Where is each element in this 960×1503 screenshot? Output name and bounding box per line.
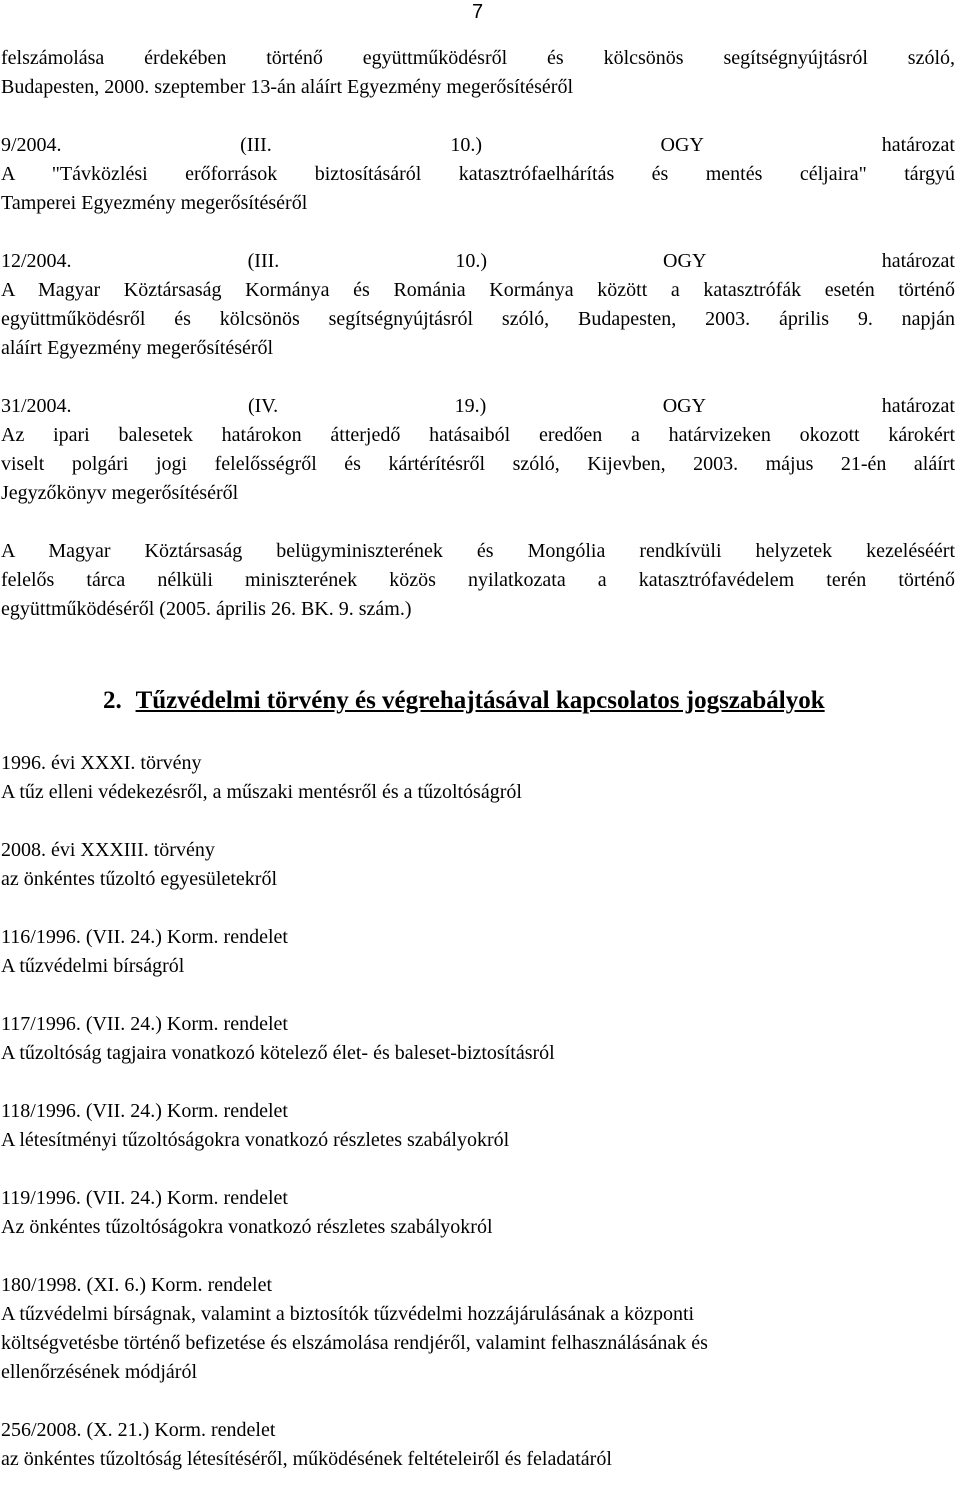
law-entry bbox=[1, 836, 955, 894]
section-number: 2. bbox=[103, 687, 122, 714]
entry-text-line: A Magyar Köztársaság Kormánya és Románia Kormánya között a katasztrófák esetén történő bbox=[1, 279, 955, 301]
entry-text-line: költségvetésbe történő befizetése és elszámolása rendjéről, valamint felhasználásának és bbox=[1, 1332, 708, 1354]
law-entry bbox=[1, 1416, 955, 1474]
entry-text-line: felszámolása érdekében történő együttműködésről és kölcsönös segítségnyújtásról szóló, bbox=[1, 47, 955, 69]
intro-entry bbox=[1, 44, 955, 102]
intro-entry bbox=[1, 247, 955, 363]
entry-text-line: Budapesten, 2000. szeptember 13-án aláírt Egyezmény megerősítéséről bbox=[1, 76, 574, 98]
section-title: Tűzvédelmi törvény és végrehajtásával kapcsolatos jogszabályok bbox=[135, 687, 825, 714]
law-entry bbox=[1, 923, 955, 981]
entry-text-line: A tűzoltóság tagjaira vonatkozó kötelező élet- és baleset-biztosításról bbox=[1, 1042, 555, 1064]
entry-reference: 116/1996. (VII. 24.) Korm. rendelet bbox=[1, 926, 288, 948]
entry-text-line: Az önkéntes tűzoltóságokra vonatkozó részletes szabályokról bbox=[1, 1216, 493, 1238]
entry-text-line: A tűz elleni védekezésről, a műszaki mentésről és a tűzoltóságról bbox=[1, 781, 522, 803]
law-entry bbox=[1, 1184, 955, 1242]
entry-text-line: viselt polgári jogi felelősségről és kártérítésről szóló, Kijevben, 2003. május 21-én aláírt bbox=[1, 453, 955, 475]
entry-reference: 118/1996. (VII. 24.) Korm. rendelet bbox=[1, 1100, 288, 1122]
entry-text-line: együttműködésről és kölcsönös segítségnyújtásról szóló, Budapesten, 2003. április 9. napján bbox=[1, 308, 955, 330]
entry-text-line: Jegyzőkönyv megerősítéséről bbox=[1, 482, 239, 504]
entry-reference: 117/1996. (VII. 24.) Korm. rendelet bbox=[1, 1013, 288, 1035]
law-entry bbox=[1, 1271, 955, 1387]
entry-text-line: A "Távközlési erőforrások biztosításáról katasztrófaelhárítás és mentés céljaira" tárgyú bbox=[1, 163, 955, 185]
declaration-line: A Magyar Köztársaság belügyminiszterének és Mongólia rendkívüli helyzetek kezeléséért bbox=[1, 540, 955, 562]
entry-reference: 1996. évi XXXI. törvény bbox=[1, 752, 202, 774]
entry-text-line: az önkéntes tűzoltó egyesületekről bbox=[1, 868, 278, 890]
entry-text-line: A létesítményi tűzoltóságokra vonatkozó részletes szabályokról bbox=[1, 1129, 510, 1151]
entry-text-line: A tűzvédelmi bírságról bbox=[1, 955, 185, 977]
document-body bbox=[1, 44, 955, 1503]
entry-reference: 119/1996. (VII. 24.) Korm. rendelet bbox=[1, 1187, 288, 1209]
entry-text-line: Az ipari balesetek határokon átterjedő hatásaiból eredően a határvizeken okozott károkért bbox=[1, 424, 955, 446]
entry-text-line: Tamperei Egyezmény megerősítéséről bbox=[1, 192, 308, 214]
law-list bbox=[1, 749, 955, 1474]
entry-text-line: A tűzvédelmi bírságnak, valamint a biztosítók tűzvédelmi hozzájárulásának a központi bbox=[1, 1303, 695, 1325]
declaration-line: felelős tárca nélküli miniszterének közös nyilatkozata a katasztrófavédelem terén történő bbox=[1, 569, 955, 591]
entry-text-line: aláírt Egyezmény megerősítéséről bbox=[1, 337, 274, 359]
law-entry bbox=[1, 749, 955, 807]
page-number: 7 bbox=[472, 1, 484, 23]
entry-reference: 2008. évi XXXIII. törvény bbox=[1, 839, 215, 861]
declaration-line: együttműködéséről (2005. április 26. BK. 9. szám.) bbox=[1, 598, 412, 620]
intro-list bbox=[1, 44, 955, 508]
entry-text-line: ellenőrzésének módjáról bbox=[1, 1361, 198, 1383]
entry-reference: 180/1998. (XI. 6.) Korm. rendelet bbox=[1, 1274, 273, 1296]
section-heading bbox=[1, 682, 955, 720]
law-entry bbox=[1, 1010, 955, 1068]
entry-reference: 256/2008. (X. 21.) Korm. rendelet bbox=[1, 1419, 276, 1441]
declaration-paragraph bbox=[1, 537, 955, 624]
law-entry bbox=[1, 1097, 955, 1155]
entry-text-line: az önkéntes tűzoltóság létesítéséről, működésének feltételeiről és feladatáról bbox=[1, 1448, 612, 1470]
section-spacer bbox=[1, 653, 955, 682]
entry-reference: 9/2004. (III. 10.) OGY határozat bbox=[1, 134, 955, 156]
entry-reference: 12/2004. (III. 10.) OGY határozat bbox=[1, 250, 955, 272]
intro-entry bbox=[1, 131, 955, 218]
entry-reference: 31/2004. (IV. 19.) OGY határozat bbox=[1, 395, 955, 417]
intro-entry bbox=[1, 392, 955, 508]
